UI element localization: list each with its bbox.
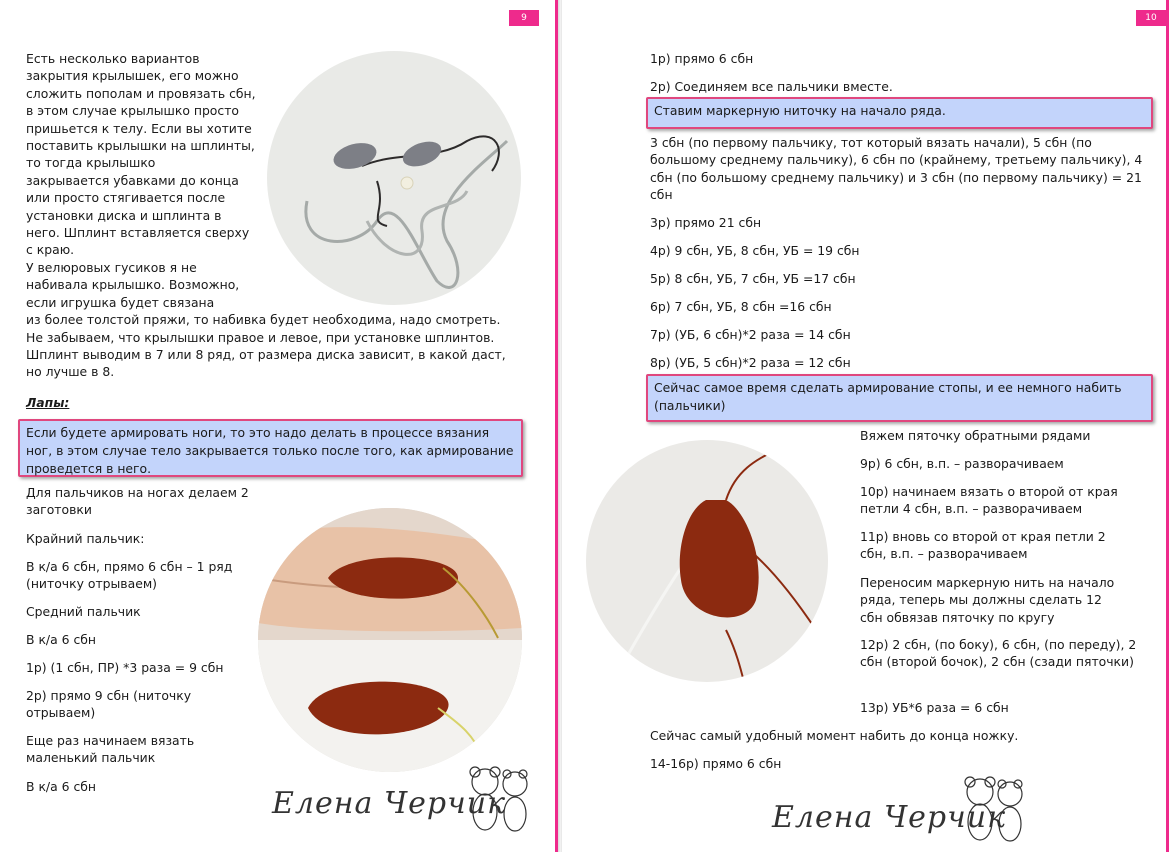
- heel-row: Переносим маркерную нить на начало ряда, теперь мы должны сделать 12 сбн обвязав пяточку по кругу: [860, 575, 1115, 625]
- toes-photo: [258, 508, 522, 772]
- step: Еще раз начинаем вязать маленький пальчик: [26, 733, 195, 766]
- toes-intro: Для пальчиков на ногах делаем 2 заготовки: [26, 485, 249, 518]
- row: 3 сбн (по первому пальчику, тот который вязать начали), 5 сбн (по большому среднему пальчику), 6 сбн по (крайнему, третьему пальчику), 4 сбн (по большому среднему пальчику) и 3 сбн (по первому пальчику) = 21 сбн: [650, 135, 1143, 203]
- heel-row: 9р) 6 сбн, в.п. – разворачиваем: [860, 456, 1064, 471]
- text-line: если игрушка будет связана: [26, 294, 215, 310]
- text-line: с краю.: [26, 242, 75, 258]
- page-number: 9: [509, 10, 539, 26]
- text-line: него. Шплинт вставляется сверху: [26, 225, 250, 241]
- right-page: [562, 0, 1172, 852]
- wings-photo: [267, 51, 521, 305]
- row: 7р) (УБ, 6 сбн)*2 раза = 14 сбн: [650, 327, 851, 342]
- step: 1р) (1 сбн, ПР) *3 раза = 9 сбн: [26, 660, 224, 675]
- marker-note: Ставим маркерную ниточку на начало ряда.: [646, 97, 1153, 129]
- row: 4р) 9 сбн, УБ, 8 сбн, УБ = 19 сбн: [650, 243, 860, 258]
- heel-row: 10р) начинаем вязать о второй от края петли 4 сбн, в.п. – разворачиваем: [860, 484, 1118, 517]
- paws-header: Лапы:: [26, 395, 70, 410]
- page-edge: [1166, 0, 1169, 852]
- heel-photo: [586, 440, 828, 682]
- step: В к/а 6 сбн: [26, 632, 97, 647]
- step: В к/а 6 сбн: [26, 779, 97, 794]
- wings-illustration: [267, 51, 521, 305]
- text-line: закрывается убавками до конца: [26, 172, 239, 188]
- signature-text: Елена Черчик: [272, 786, 506, 821]
- armature-note: Сейчас самое время сделать армирование стопы, и ее немного набить (пальчики): [646, 374, 1153, 422]
- text-line: поставить крылышки на шплинты,: [26, 138, 255, 154]
- text-line: сложить пополам и провязать сбн,: [26, 85, 256, 101]
- step: В к/а 6 сбн, прямо 6 сбн – 1 ряд (ниточку отрываем): [26, 559, 233, 592]
- row: Сейчас самый удобный момент набить до конца ножку.: [650, 728, 1019, 743]
- step: 2р) прямо 9 сбн (ниточку отрываем): [26, 688, 192, 721]
- row: 14-16р) прямо 6 сбн: [650, 756, 782, 771]
- heel-illustration: [586, 440, 828, 682]
- text-line: набивала крылышко. Возможно,: [26, 277, 240, 293]
- row: 2р) Соединяем все пальчики вместе.: [650, 79, 893, 94]
- signature-text: Елена Черчик: [772, 800, 1006, 835]
- text-line: Шплинт выводим в 7 или 8 ряд, от размера диска зависит, в какой даст,: [26, 346, 506, 362]
- text-line: но лучше в 8.: [26, 364, 115, 380]
- toes-illustration: [258, 508, 522, 772]
- middle-toe-label: Средний пальчик: [26, 604, 141, 619]
- text-line: или просто стягивается после: [26, 190, 226, 206]
- text-line: из более толстой пряжи, то набивка будет необходима, надо смотреть.: [26, 312, 501, 328]
- heel-row: 12р) 2 сбн, (по боку), 6 сбн, (по переду), 2 сбн (второй бочок), 2 сбн (сзади пяточки): [860, 637, 1137, 670]
- row: 5р) 8 сбн, УБ, 7 сбн, УБ =17 сбн: [650, 271, 856, 286]
- row: 3р) прямо 21 сбн: [650, 215, 762, 230]
- bears-logo-icon: [960, 770, 1032, 850]
- text-line: пришьется к телу. Если вы хотите: [26, 120, 252, 136]
- text-line: установки диска и шплинта в: [26, 207, 222, 223]
- text-line: Не забываем, что крылышки правое и левое, при установке шплинтов.: [26, 329, 495, 345]
- left-page: [0, 0, 560, 852]
- heel-row: Вяжем пяточку обратными рядами: [860, 428, 1091, 443]
- page-number: 10: [1136, 10, 1166, 26]
- heel-row: 11р) вновь со второй от края петли 2 сбн, в.п. – разворачиваем: [860, 529, 1106, 562]
- text-line: в этом случае крылышко просто: [26, 103, 240, 119]
- outer-toe-label: Крайний пальчик:: [26, 531, 145, 546]
- heel-row: 13р) УБ*6 раза = 6 сбн: [860, 700, 1009, 715]
- text-line: Есть несколько вариантов: [26, 51, 200, 66]
- row: 1р) прямо 6 сбн: [650, 51, 754, 66]
- armature-note: Если будете армировать ноги, то это надо делать в процессе вязания ног, в этом случае тело закрывается только после того, как армирование проведется в него.: [18, 419, 523, 477]
- row: 8р) (УБ, 5 сбн)*2 раза = 12 сбн: [650, 355, 851, 370]
- bears-logo-icon: [465, 760, 537, 840]
- text-line: то тогда крылышко: [26, 155, 156, 171]
- text-line: закрытия крылышек, его можно: [26, 68, 239, 84]
- text-line: У велюровых гусиков я не: [26, 259, 197, 275]
- row: 6р) 7 сбн, УБ, 8 сбн =16 сбн: [650, 299, 832, 314]
